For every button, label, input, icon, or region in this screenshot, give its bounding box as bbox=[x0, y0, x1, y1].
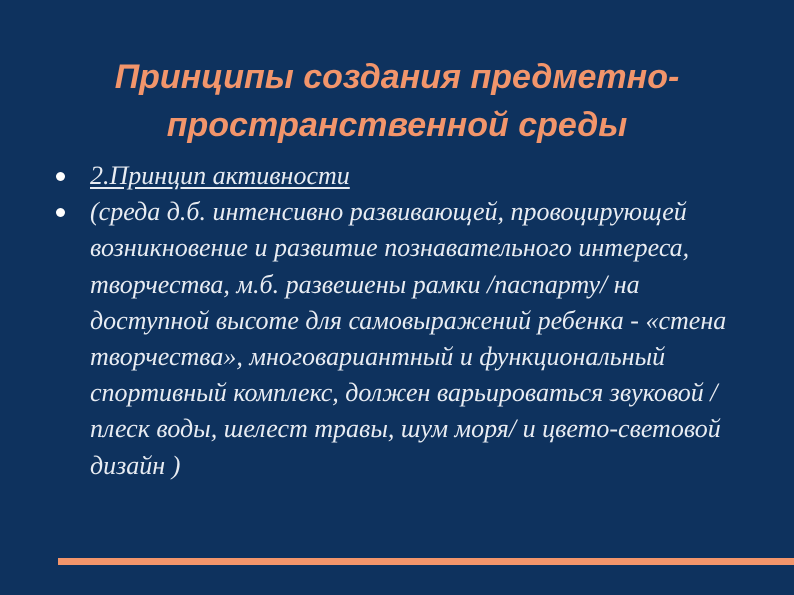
bullet-list bbox=[52, 158, 742, 484]
bullet-text-principle: 2.Принцип активности bbox=[90, 161, 350, 190]
bullet-text-description: (среда д.б. интенсивно развивающей, провоцирующей возникновение и развитие познавательного интереса, творчества, м.б. развешены рамки /паспарту/ на доступной высоте для самовыражений ребенка - «стена творчества», многовариантный и функциональный спортивный комплекс, должен варьироваться звуковой /плеск воды, шелест травы, шум моря/ и цвето-световой дизайн ) bbox=[90, 197, 727, 480]
bullet-item-principle bbox=[52, 158, 742, 194]
bullet-item-description bbox=[52, 194, 742, 484]
bullet-dot-icon bbox=[56, 172, 65, 181]
bottom-accent-stripe bbox=[58, 558, 794, 565]
bullet-dot-icon bbox=[56, 208, 65, 217]
slide-title: Принципы создания предметно-пространственной среды bbox=[114, 57, 680, 144]
